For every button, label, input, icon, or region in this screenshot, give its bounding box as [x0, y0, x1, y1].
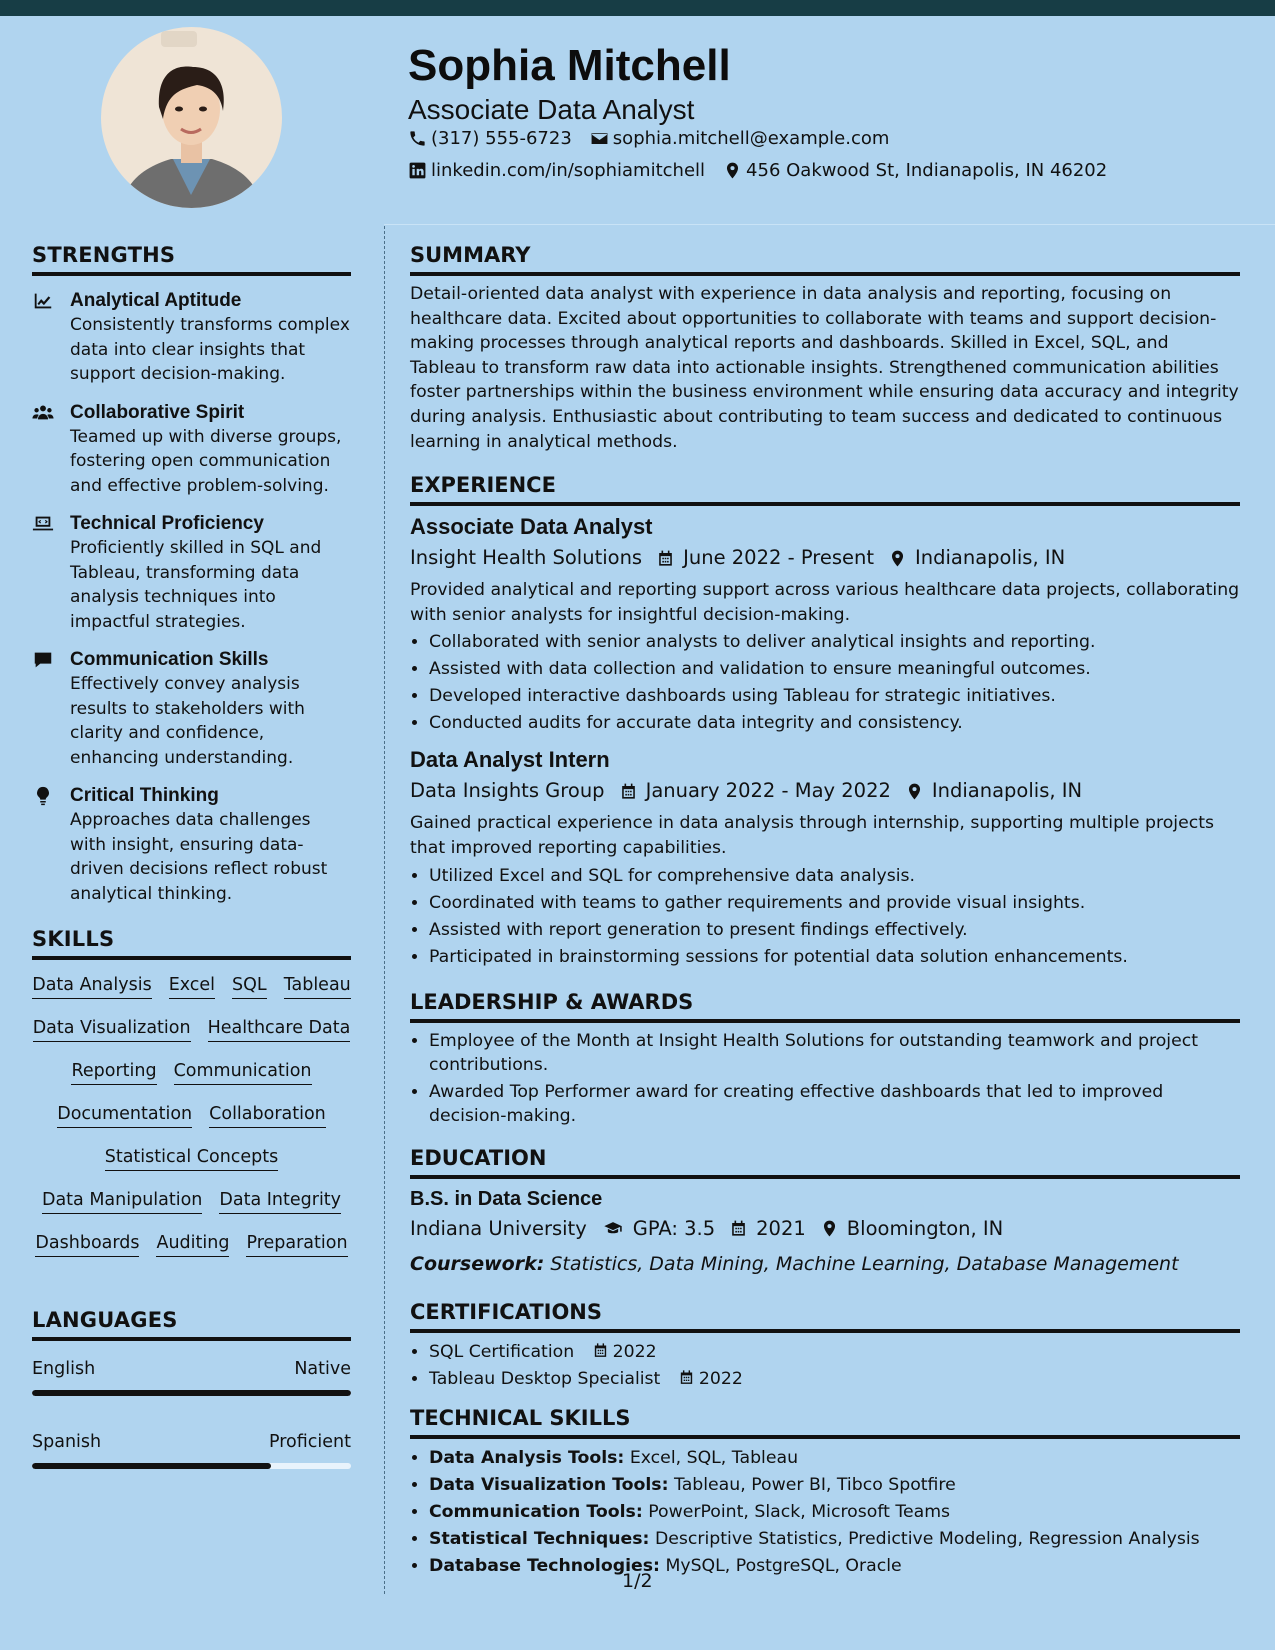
- skill-tag: Data Analysis: [32, 972, 151, 999]
- job-bullet: • Assisted with data collection and validation to ensure meaningful outcomes.: [429, 656, 1240, 683]
- address-contact: [723, 160, 1107, 181]
- language-item: [32, 1430, 351, 1469]
- skill-tag: Data Visualization: [33, 1015, 191, 1042]
- degree-title: B.S. in Data Science: [410, 1187, 603, 1210]
- contact-row-1: [408, 128, 907, 149]
- tech-skill-label: Statistical Techniques:: [429, 1528, 650, 1549]
- tech-skill-item: [429, 1553, 1240, 1580]
- tech-skill-label: Data Analysis Tools:: [429, 1447, 625, 1468]
- graduation-year: 2021: [756, 1216, 806, 1240]
- skill-tag: Preparation: [246, 1230, 347, 1257]
- certification-year: 2022: [698, 1368, 743, 1389]
- job-bullet: • Collaborated with senior analysts to deliver analytical insights and reporting.: [429, 629, 1240, 656]
- candidate-name: Sophia Mitchell: [408, 41, 731, 90]
- tech-skill-label: Database Technologies:: [429, 1555, 660, 1576]
- top-accent-bar: [0, 0, 1275, 16]
- tech-skill-item: [429, 1526, 1240, 1553]
- coursework-list: Statistics, Data Mining, Machine Learning, Database Management: [550, 1252, 1179, 1275]
- skill-tag: Healthcare Data: [208, 1015, 351, 1042]
- column-divider: [384, 226, 385, 1594]
- language-proficiency-bar: [32, 1390, 351, 1396]
- education-heading: EDUCATION: [410, 1141, 1240, 1179]
- award-item: • Awarded Top Performer award for creating effective dashboards that led to improved decision-making.: [429, 1080, 1240, 1129]
- coursework: [410, 1249, 1240, 1279]
- skill-tag: Documentation: [57, 1101, 192, 1128]
- language-proficiency-bar: [32, 1463, 351, 1469]
- summary-heading: SUMMARY: [410, 238, 1240, 276]
- coursework-label: Coursework:: [410, 1252, 545, 1275]
- experience-heading: EXPERIENCE: [410, 468, 1240, 506]
- job-entry: [410, 745, 1240, 970]
- candidate-title: Associate Data Analyst: [408, 94, 695, 125]
- calendar-icon: [678, 1369, 695, 1386]
- certification-item: [429, 1339, 1240, 1366]
- tech-skill-value: Excel, SQL, Tableau: [629, 1447, 799, 1468]
- map-marker-icon: [905, 782, 924, 801]
- email-text: sophia.mitchell@example.com: [612, 128, 890, 149]
- tech-skill-value: MySQL, PostgreSQL, Oracle: [665, 1555, 902, 1576]
- job-company: Insight Health Solutions: [410, 546, 643, 570]
- strength-desc: Consistently transforms complex data into clear insights that support decision-making.: [70, 315, 350, 384]
- job-bullet: • Coordinated with teams to gather requirements and provide visual insights.: [429, 890, 1240, 917]
- phone-contact[interactable]: [408, 128, 572, 149]
- tech-skill-label: Communication Tools:: [429, 1501, 643, 1522]
- school-name: Indiana University: [410, 1216, 587, 1240]
- map-marker-icon: [820, 1219, 839, 1238]
- email-contact[interactable]: [590, 128, 890, 149]
- tech-skill-item: [429, 1472, 1240, 1499]
- job-description: Provided analytical and reporting support across various healthcare data projects, collaborating with senior analysts for insightful decision-making.: [410, 580, 1240, 625]
- technical-skills-heading: TECHNICAL SKILLS: [410, 1401, 1240, 1439]
- job-dates: June 2022 - Present: [683, 546, 874, 570]
- tech-skill-value: Tableau, Power BI, Tibco Spotfire: [674, 1474, 956, 1495]
- tech-skill-value: Descriptive Statistics, Predictive Modeling, Regression Analysis: [654, 1528, 1200, 1549]
- job-title: Data Analyst Intern: [410, 747, 610, 773]
- job-bullet: • Assisted with report generation to present findings effectively.: [429, 917, 1240, 944]
- skill-tag: Excel: [169, 972, 215, 999]
- skill-tag: Data Integrity: [219, 1187, 341, 1214]
- calendar-icon: [592, 1342, 609, 1359]
- calendar-icon: [619, 782, 638, 801]
- strength-desc: Effectively convey analysis results to stakeholders with clarity and confidence, enhancing understanding.: [70, 674, 305, 768]
- certification-name: Tableau Desktop Specialist: [429, 1368, 661, 1389]
- strength-desc: Approaches data challenges with insight, ensuring data-driven decisions reflect robust analytical thinking.: [70, 810, 328, 904]
- tech-skill-item: [429, 1499, 1240, 1526]
- skill-tag: SQL: [232, 972, 267, 999]
- strength-item: [32, 511, 351, 634]
- lightbulb-icon: [32, 785, 54, 807]
- skill-tag: Dashboards: [35, 1230, 139, 1257]
- job-description: Gained practical experience in data analysis through internship, supporting multiple projects that improved reporting capabilities.: [410, 813, 1214, 858]
- profile-photo: [101, 27, 282, 208]
- linkedin-icon: [408, 161, 427, 180]
- right-column: [410, 238, 1240, 1580]
- skills-list: [32, 972, 351, 1273]
- strength-item: [32, 783, 351, 906]
- skill-tag: Data Manipulation: [42, 1187, 202, 1214]
- phone-icon: [408, 129, 427, 148]
- address-text: 456 Oakwood St, Indianapolis, IN 46202: [746, 160, 1108, 181]
- language-level: Proficient: [269, 1432, 351, 1452]
- skill-tag: Collaboration: [209, 1101, 326, 1128]
- linkedin-text: linkedin.com/in/sophiamitchell: [431, 160, 706, 181]
- laptop-code-icon: [32, 513, 54, 535]
- job-location: Indianapolis, IN: [931, 779, 1083, 803]
- leadership-heading: LEADERSHIP & AWARDS: [410, 985, 1240, 1023]
- map-marker-icon: [723, 161, 742, 180]
- linkedin-contact[interactable]: [408, 160, 705, 181]
- strength-title: Analytical Aptitude: [70, 290, 242, 311]
- award-item: • Employee of the Month at Insight Health Solutions for outstanding teamwork and project contributions.: [429, 1029, 1240, 1078]
- comment-icon: [32, 649, 54, 671]
- job-bullet: • Developed interactive dashboards using Tableau for strategic initiatives.: [429, 683, 1240, 710]
- strength-title: Critical Thinking: [70, 785, 219, 806]
- header-divider: [384, 224, 1275, 225]
- tech-skill-item: [429, 1445, 1240, 1472]
- calendar-icon: [729, 1219, 748, 1238]
- gpa: GPA: 3.5: [632, 1216, 716, 1240]
- language-name: English: [32, 1359, 96, 1379]
- job-company: Data Insights Group: [410, 779, 605, 803]
- school-location: Bloomington, IN: [846, 1216, 1004, 1240]
- map-marker-icon: [888, 549, 907, 568]
- strength-title: Collaborative Spirit: [70, 401, 245, 423]
- skill-tag: Communication: [174, 1058, 312, 1085]
- strength-title: Technical Proficiency: [70, 513, 264, 534]
- job-bullet: • Participated in brainstorming sessions for potential data solution enhancements.: [429, 944, 1240, 971]
- certification-name: SQL Certification: [429, 1341, 575, 1362]
- tech-skill-value: PowerPoint, Slack, Microsoft Teams: [648, 1501, 951, 1522]
- strength-desc: Teamed up with diverse groups, fostering open communication and effective problem-solving.: [70, 426, 342, 496]
- job-dates: January 2022 - May 2022: [645, 779, 891, 803]
- strength-title: Communication Skills: [70, 649, 269, 670]
- calendar-icon: [656, 549, 675, 568]
- strength-item: [32, 400, 351, 499]
- page-number: 1/2: [622, 1570, 653, 1592]
- skills-heading: SKILLS: [32, 922, 351, 960]
- strength-desc: Proficiently skilled in SQL and Tableau, transforming data analysis techniques into impactful strategies.: [70, 538, 322, 632]
- job-title: Associate Data Analyst: [410, 514, 653, 540]
- job-bullet: • Conducted audits for accurate data integrity and consistency.: [429, 710, 1240, 737]
- certification-item: [429, 1366, 1240, 1393]
- language-proficiency-fill: [32, 1390, 351, 1396]
- skill-tag: Tableau: [284, 972, 351, 999]
- skill-tag: Statistical Concepts: [105, 1144, 279, 1171]
- job-location: Indianapolis, IN: [915, 546, 1066, 570]
- language-level: Native: [294, 1359, 351, 1379]
- graduation-cap-icon: [601, 1219, 625, 1238]
- tech-skill-label: Data Visualization Tools:: [429, 1474, 669, 1495]
- users-icon: [32, 402, 54, 424]
- phone-text: (317) 555-6723: [431, 128, 572, 149]
- job-entry: [410, 512, 1240, 737]
- chart-line-icon: [32, 290, 54, 312]
- language-name: Spanish: [32, 1432, 102, 1452]
- job-bullet: • Utilized Excel and SQL for comprehensive data analysis.: [429, 863, 1240, 890]
- envelope-icon: [590, 129, 609, 148]
- strengths-heading: STRENGTHS: [32, 238, 351, 276]
- language-item: [32, 1357, 351, 1396]
- strength-item: [32, 288, 351, 387]
- left-column: [32, 238, 351, 1503]
- skill-tag: Auditing: [156, 1230, 229, 1257]
- certification-year: 2022: [612, 1341, 657, 1362]
- summary-text: Detail-oriented data analyst with experience in data analysis and reporting, focusing on healthcare data. Excited about opportunities to collaborate with teams and support decision-making processes through analytical reports and dashboards. Skilled in Excel, SQL, and Tableau to transform raw data into actionable insights. Strengthened communication abilities foster partnerships within the business environment while ensuring data accuracy and integrity during analysis. Enthusiastic about contributing to team success and dedicated to continuous learning in analytical methods.: [410, 284, 1239, 452]
- skill-tag: Reporting: [71, 1058, 156, 1085]
- strength-item: [32, 647, 351, 770]
- languages-heading: LANGUAGES: [32, 1303, 351, 1341]
- certifications-heading: CERTIFICATIONS: [410, 1295, 1240, 1333]
- language-proficiency-fill: [32, 1463, 271, 1469]
- contact-row-2: [408, 160, 1125, 181]
